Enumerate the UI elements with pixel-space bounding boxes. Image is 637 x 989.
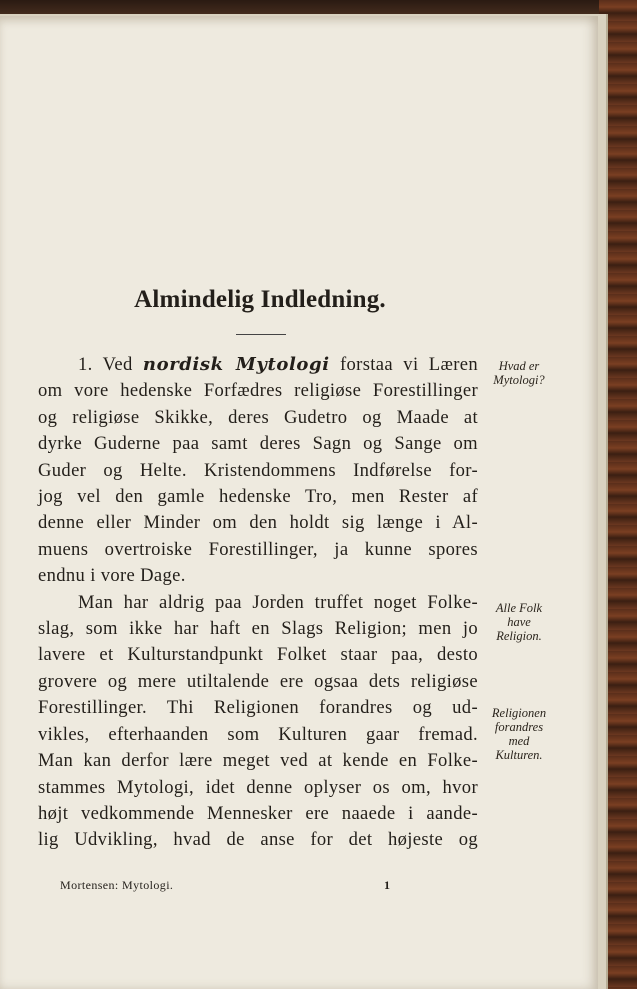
text-line: Man har aldrig paa Jorden truffet noget Folke- — [78, 591, 478, 613]
margin-note-line: Hvad er — [498, 359, 540, 373]
margin-note-line: Mytologi? — [493, 373, 545, 387]
margin-note-line: Religionen — [491, 706, 547, 720]
margin-note-religion — [484, 601, 554, 643]
text-line: højt vedkommende Mennesker ere naaede i aande- — [38, 802, 478, 824]
text-line: grovere og mere utiltalende ere ogsaa dets religiøse — [38, 670, 478, 692]
text-line: dyrke Guderne paa samt deres Sagn og Sange om — [38, 433, 478, 455]
margin-note-line: Kulturen. — [495, 748, 543, 762]
margin-note-line: Alle Folk — [495, 601, 543, 615]
book-page — [0, 16, 598, 989]
text-line: vikles, efterhaanden som Kulturen gaar fremad. — [38, 723, 478, 745]
text-line: lavere et Kulturstandpunkt Folket staar paa, desto — [38, 644, 478, 666]
paragraph-lead: Ved — [102, 354, 133, 375]
first-line-rest: forstaa vi Læren — [339, 354, 479, 375]
text-line: og religiøse Skikke, deres Gudetro og Maade at — [38, 406, 478, 428]
text-line: om vore hedenske Forfædres religiøse Forestillinger — [38, 380, 478, 402]
margin-note-culture — [484, 706, 554, 762]
text-line: jog vel den gamle hedenske Tro, men Rester af — [38, 486, 478, 508]
sheet-number: 1 — [384, 878, 390, 892]
chapter-heading: Almindelig Indledning. — [134, 286, 386, 313]
paragraph-1-first-line — [38, 352, 478, 378]
text-line: endnu i vore Dage. — [38, 565, 186, 587]
text-line: lig Udvikling, hvad de anse for det højeste og — [38, 829, 478, 851]
text-line: slag, som ikke har haft en Slags Religion; men jo — [38, 618, 478, 640]
text-line: Guder og Helte. Kristendommens Indførelse for- — [38, 459, 478, 481]
margin-note-line: have — [507, 615, 531, 629]
body-text — [38, 352, 478, 854]
text-line: denne eller Minder om den holdt sig længe i Al- — [38, 512, 478, 534]
text-line: Man kan derfor lære meget ved at kende en Folke- — [38, 750, 478, 772]
paragraph-number: 1. — [78, 354, 93, 375]
margin-note-line: med — [508, 734, 530, 748]
text-line: stammes Mytologi, idet denne oplyser os om, hvor — [38, 776, 478, 798]
text-line: Forestillinger. Thi Religionen forandres og ud- — [38, 697, 478, 719]
margin-note-line: forandres — [494, 720, 544, 734]
heading-rule — [236, 334, 286, 335]
margin-note-line: Religion. — [496, 629, 542, 643]
text-line: muens overtroiske Forestillinger, ja kunne spores — [38, 538, 478, 560]
printer-signature: Mortensen: Mytologi. — [60, 878, 174, 892]
key-term: nordisk Mytologi — [142, 354, 330, 375]
margin-note-mythology — [484, 359, 554, 387]
